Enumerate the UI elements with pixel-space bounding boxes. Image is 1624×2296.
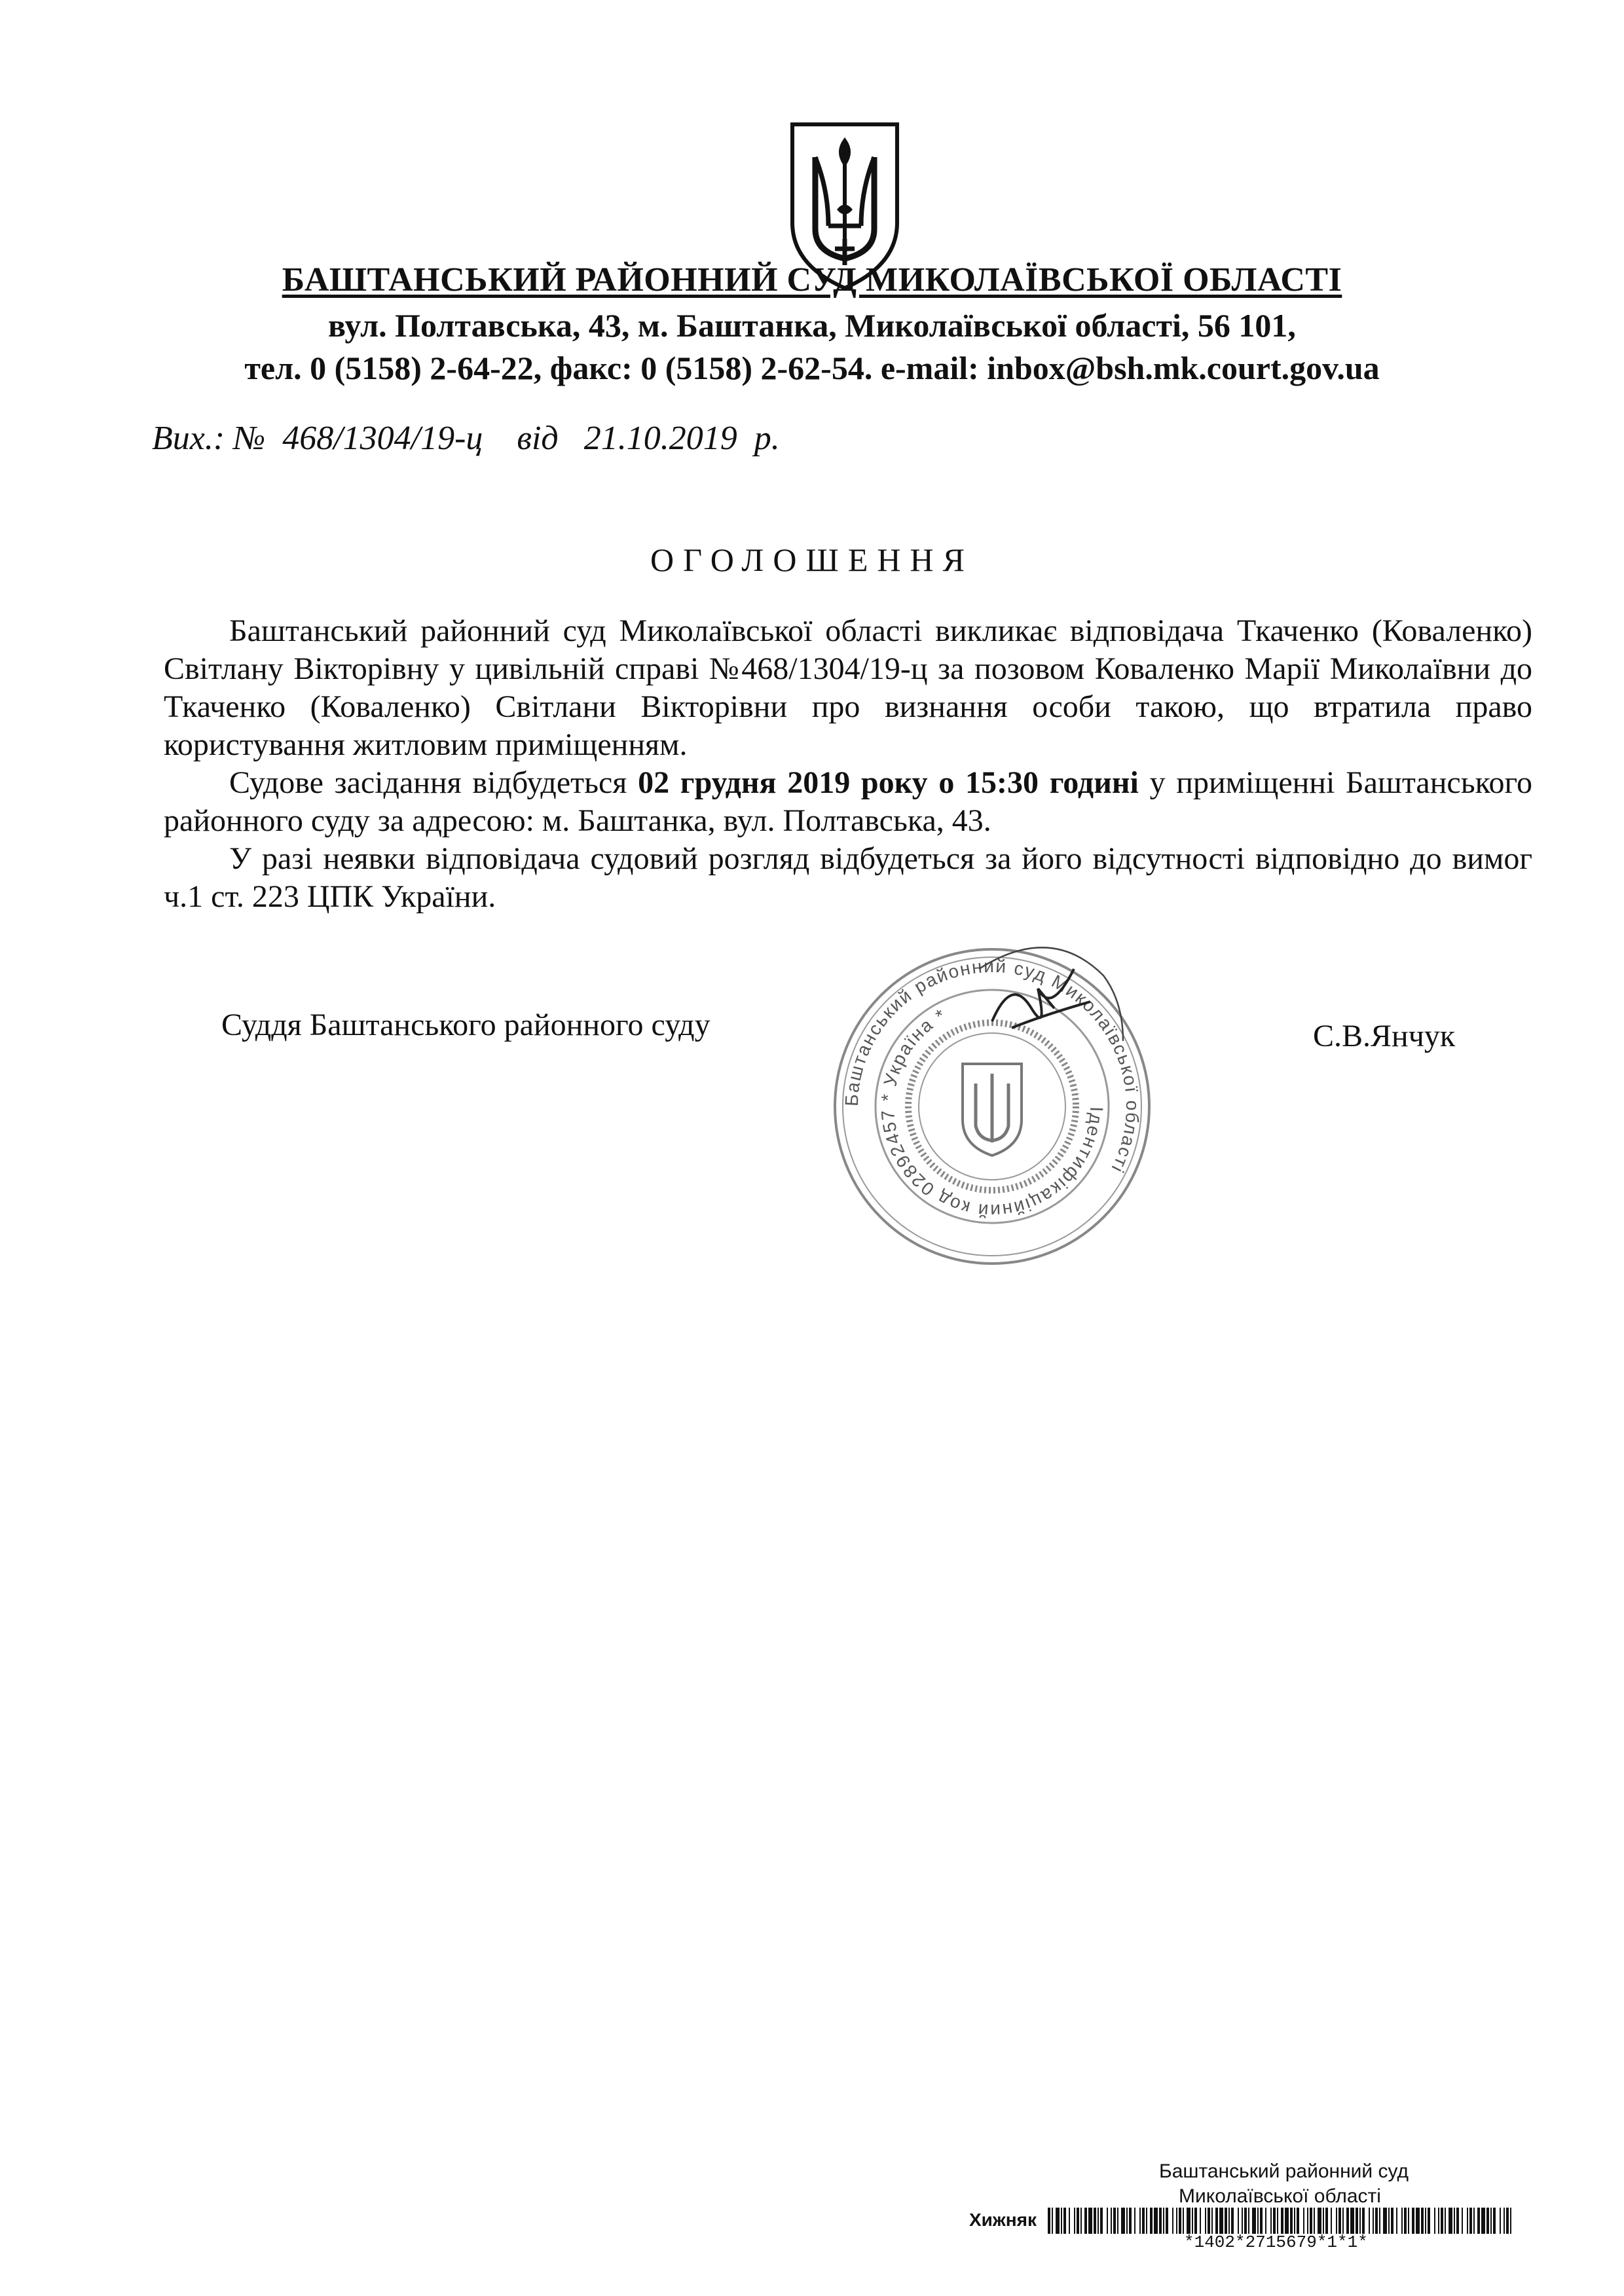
- barcode-bar: [1077, 2208, 1079, 2234]
- barcode-bar: [1318, 2208, 1321, 2234]
- barcode-bar: [1323, 2208, 1324, 2234]
- barcode-bar: [1200, 2208, 1201, 2234]
- barcode-bar: [1307, 2208, 1308, 2234]
- barcode-bar: [1117, 2208, 1118, 2234]
- barcode-bar: [1159, 2208, 1162, 2234]
- barcode-bar: [1183, 2208, 1184, 2234]
- barcode-bar: [1310, 2208, 1312, 2234]
- barcode-bar: [1408, 2208, 1409, 2234]
- barcode-bar: [1428, 2208, 1430, 2234]
- outgoing-number: Вих.: № 468/1304/19-ц від 21.10.2019 р.: [152, 420, 780, 457]
- barcode-bar: [1473, 2208, 1475, 2234]
- footer-org-line1: Баштанський районний суд: [1159, 2160, 1409, 2182]
- barcode-bar: [1142, 2208, 1145, 2234]
- barcode-bar: [1486, 2208, 1489, 2234]
- court-name: БАШТАНСЬКИЙ РАЙОННИЙ СУД МИКОЛАЇВСЬКОЇ ОБЛАСТІ: [282, 261, 1342, 299]
- barcode-bar: [1098, 2208, 1099, 2234]
- barcode-bar: [1111, 2208, 1112, 2234]
- footer-org-line2: Миколаївської області: [1179, 2185, 1381, 2207]
- barcode-bar: [1192, 2208, 1193, 2234]
- paragraph-hearing: [164, 764, 1532, 840]
- judge-position: Суддя Баштанського районного суду: [221, 1008, 710, 1042]
- announcement-body: [164, 612, 1532, 916]
- barcode-bar: [1139, 2208, 1141, 2234]
- barcode-bar: [1314, 2208, 1315, 2234]
- barcode-bar: [1074, 2208, 1075, 2234]
- barcode-bar: [1052, 2208, 1053, 2234]
- barcode-bar: [1297, 2208, 1299, 2234]
- barcode-bar: [1342, 2208, 1344, 2234]
- barcode-bar: [1346, 2208, 1349, 2234]
- barcode-bar: [1338, 2208, 1341, 2234]
- barcode-bar: [1469, 2208, 1472, 2234]
- barcode-bar: [1281, 2208, 1283, 2234]
- barcode-bar: [1462, 2208, 1463, 2234]
- hearing-datetime: 02 грудня 2019 року о 15:30 годині: [638, 765, 1139, 800]
- barcode-bar: [1238, 2208, 1239, 2234]
- barcode-bar: [1441, 2208, 1443, 2234]
- barcode-bar: [1303, 2208, 1304, 2234]
- barcode-bar: [1481, 2208, 1485, 2234]
- barcode-bar: [1080, 2208, 1082, 2234]
- barcode-bar: [1215, 2208, 1218, 2234]
- hearing-text-pre: Судове засідання відбудеться: [229, 765, 638, 800]
- barcode-bar: [1219, 2208, 1223, 2234]
- court-address: вул. Полтавська, 43, м. Баштанка, Миколаївської області, 56 101,: [328, 307, 1296, 344]
- barcode-bar: [1069, 2208, 1070, 2234]
- barcode-bar: [1362, 2208, 1365, 2234]
- barcode-bar: [1331, 2208, 1332, 2234]
- barcode-bar: [1294, 2208, 1295, 2234]
- barcode-bar: [1088, 2208, 1092, 2234]
- barcode-bar: [1391, 2208, 1393, 2234]
- barcode-bar: [1270, 2208, 1272, 2234]
- barcode-bar: [1404, 2208, 1407, 2234]
- barcode-bar: [1063, 2208, 1066, 2234]
- barcode-bar: [1150, 2208, 1153, 2234]
- barcode-bar: [1445, 2208, 1446, 2234]
- barcode-bar: [1383, 2208, 1387, 2234]
- barcode-bar: [1454, 2208, 1455, 2234]
- barcode-bar: [1100, 2208, 1103, 2234]
- barcode-bar: [1179, 2208, 1181, 2234]
- paragraph-summons: Баштанський районний суд Миколаївської області викликає відповідача Ткаченко (Коваленко) Світлану Вікторівну у цивільній справі №468/1304/19-ц за позовом Коваленко Марії Миколаївни до Ткаченко (Коваленко) Світлани Вікторівни про визнання особи такою, що втратила право користування житловим приміщенням.: [164, 613, 1532, 762]
- barcode-bar: [1373, 2208, 1374, 2234]
- barcode-bar: [1187, 2208, 1190, 2234]
- barcode-bar: [1166, 2208, 1168, 2234]
- barcode-bar: [1172, 2208, 1173, 2234]
- barcode-bar: [1244, 2208, 1247, 2234]
- barcode-bar: [1228, 2208, 1230, 2234]
- barcode-bar: [1388, 2208, 1390, 2234]
- barcode-bar: [1493, 2208, 1496, 2234]
- barcode-bar: [1490, 2208, 1492, 2234]
- barcode-bar: [1061, 2208, 1062, 2234]
- barcode-bar: [1506, 2208, 1509, 2234]
- barcode-bar: [1290, 2208, 1293, 2234]
- barcode-bar: [1208, 2208, 1210, 2234]
- barcode-bar: [1252, 2208, 1256, 2234]
- barcode-bar: [1121, 2208, 1125, 2234]
- document-title: ОГОЛОШЕННЯ: [650, 541, 974, 578]
- barcode-bar: [1113, 2208, 1116, 2234]
- barcode-bar: [1336, 2208, 1337, 2234]
- barcode-bar: [1467, 2208, 1468, 2234]
- hearing-text-post: у приміщенні Баштанського районного суду за адресою: м. Баштанка, вул. Полтавська, 43.: [164, 765, 1532, 838]
- judge-name: С.В.Янчук: [1313, 1019, 1456, 1053]
- seal-outer-text: Баштанський районний суд Миколаївської області: [841, 955, 1143, 1177]
- barcode-bar: [1257, 2208, 1259, 2234]
- barcode-bar: [1146, 2208, 1147, 2234]
- footer-clerk: Хижняк: [969, 2210, 1037, 2230]
- barcode-bar: [1205, 2208, 1206, 2234]
- barcode-bar: [1356, 2208, 1358, 2234]
- barcode-bar: [1369, 2208, 1370, 2234]
- barcode-bar: [1242, 2208, 1243, 2234]
- barcode-bar: [1412, 2208, 1414, 2234]
- barcode-bar: [1449, 2208, 1452, 2234]
- barcode-bar: [1396, 2208, 1397, 2234]
- barcode-bar: [1359, 2208, 1361, 2234]
- seal-trident-icon: [963, 1064, 1022, 1156]
- barcode-bar: [1126, 2208, 1128, 2234]
- barcode-bar: [1248, 2208, 1249, 2234]
- barcode-bar: [1273, 2208, 1276, 2234]
- footer-barcode-code: *1402*2715679*1*1*: [1184, 2232, 1368, 2252]
- barcode-bar: [1375, 2208, 1378, 2234]
- paragraph-absence: У разі неявки відповідача судовий розгляд відбудеться за його відсутності відповідно до вимог ч.1 ст. 223 ЦПК України.: [164, 841, 1532, 914]
- barcode-bar: [1285, 2208, 1289, 2234]
- barcode: [1048, 2208, 1513, 2234]
- barcode-bar: [1416, 2208, 1420, 2234]
- barcode-bar: [1056, 2208, 1060, 2234]
- court-contacts: тел. 0 (5158) 2-64-22, факс: 0 (5158) 2-62-54. e-mail: inbox@bsh.mk.court.gov.ua: [244, 350, 1380, 386]
- barcode-bar: [1477, 2208, 1480, 2234]
- barcode-bar: [1129, 2208, 1132, 2234]
- barcode-bar: [1194, 2208, 1197, 2234]
- barcode-bar: [1379, 2208, 1380, 2234]
- barcode-bar: [1231, 2208, 1234, 2234]
- seal-inner-text: Ідентифікаційний код 02892457 * Україна *: [877, 1004, 1107, 1222]
- barcode-bar: [1500, 2208, 1501, 2234]
- barcode-bar: [1265, 2208, 1266, 2234]
- barcode-bar: [1350, 2208, 1354, 2234]
- barcode-bar: [1456, 2208, 1459, 2234]
- barcode-bar: [1048, 2208, 1050, 2234]
- barcode-bar: [1084, 2208, 1087, 2234]
- barcode-bar: [1154, 2208, 1158, 2234]
- barcode-bar: [1438, 2208, 1439, 2234]
- barcode-bar: [1107, 2208, 1108, 2234]
- barcode-bar: [1225, 2208, 1227, 2234]
- barcode-bar: [1094, 2208, 1096, 2234]
- barcode-bar: [1176, 2208, 1177, 2234]
- barcode-bar: [1401, 2208, 1403, 2234]
- barcode-bar: [1325, 2208, 1328, 2234]
- barcode-bar: [1425, 2208, 1426, 2234]
- barcode-bar: [1504, 2208, 1505, 2234]
- barcode-bar: [1211, 2208, 1213, 2234]
- barcode-bar: [1421, 2208, 1424, 2234]
- barcode-bar: [1163, 2208, 1164, 2234]
- barcode-bar: [1277, 2208, 1278, 2234]
- barcode-bar: [1434, 2208, 1435, 2234]
- barcode-bar: [1134, 2208, 1135, 2234]
- barcode-bar: [1260, 2208, 1263, 2234]
- barcode-bar: [1510, 2208, 1511, 2234]
- court-seal: [815, 930, 1169, 1283]
